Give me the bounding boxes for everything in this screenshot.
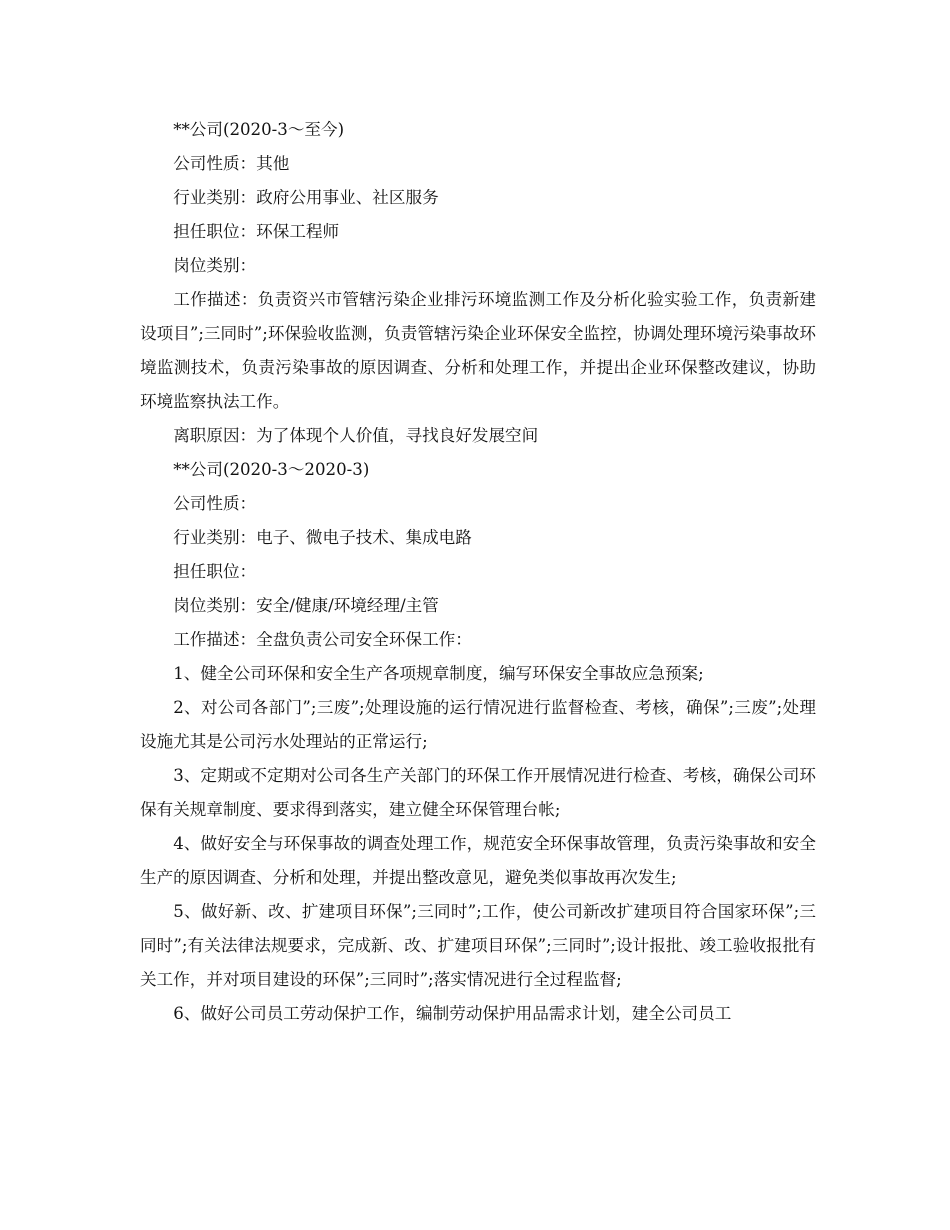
paragraph-company-2-position: 担任职位： [173, 562, 257, 581]
paragraph-company-1-nature: 公司性质：其他 [173, 154, 290, 173]
list-item: 6、做好公司员工劳动保护工作，编制劳动保护用品需求计划，建全公司员工 [173, 1004, 732, 1023]
paragraph-company-1-position: 担任职位：环保工程师 [173, 222, 340, 241]
paragraph-company-1-description: 工作描述：负责资兴市管辖污染企业排污环境监测工作及分析化验实验工作，负责新建设项目”;三同时”;环保验收监测，负责管辖污染企业环保安全监控，协调处理环境污染事故环境监测技术，负责污染事故的原因调查、分析和处理工作，并提出企业环保整改建议，协助环境监察执法工作。 [140, 290, 816, 411]
list-item: 1、健全公司环保和安全生产各项规章制度，编写环保安全事故应急预案; [173, 664, 704, 683]
list-item: 4、做好安全与环保事故的调查处理工作，规范安全环保事故管理，负责污染事故和安全生产的原因调查、分析和处理，并提出整改意见，避免类似事故再次发生; [140, 834, 816, 887]
document-body [140, 113, 816, 1031]
paragraph-company-2-description: 工作描述：全盘负责公司安全环保工作： [173, 630, 472, 649]
paragraph-company-1-leave-reason: 离职原因：为了体现个人价值，寻找良好发展空间 [173, 426, 539, 445]
paragraph-company-1-category: 岗位类别： [173, 256, 257, 275]
list-item: 2、对公司各部门”;三废”;处理设施的运行情况进行监督检查、考核，确保”;三废”;处理设施尤其是公司污水处理站的正常运行; [140, 698, 816, 751]
list-item: 5、做好新、改、扩建项目环保”;三同时”;工作，使公司新改扩建项目符合国家环保”;三同时”;有关法律法规要求，完成新、改、扩建项目环保”;三同时”;设计报批、竣工验收报批有关工作，并对项目建设的环保”;三同时”;落实情况进行全过程监督; [140, 902, 816, 989]
paragraph-company-2-title: **公司(2020-3～2020-3) [173, 460, 370, 479]
list-item: 3、定期或不定期对公司各生产关部门的环保工作开展情况进行检查、考核，确保公司环保有关规章制度、要求得到落实，建立健全环保管理台帐; [140, 766, 816, 819]
paragraph-company-2-category: 岗位类别：安全/健康/环境经理/主管 [173, 596, 439, 615]
paragraph-company-1-industry: 行业类别：政府公用事业、社区服务 [173, 188, 439, 207]
paragraph-company-1-title: **公司(2020-3～至今) [173, 120, 345, 139]
paragraph-company-2-industry: 行业类别：电子、微电子技术、集成电路 [173, 528, 472, 547]
paragraph-company-2-nature: 公司性质： [173, 494, 257, 513]
